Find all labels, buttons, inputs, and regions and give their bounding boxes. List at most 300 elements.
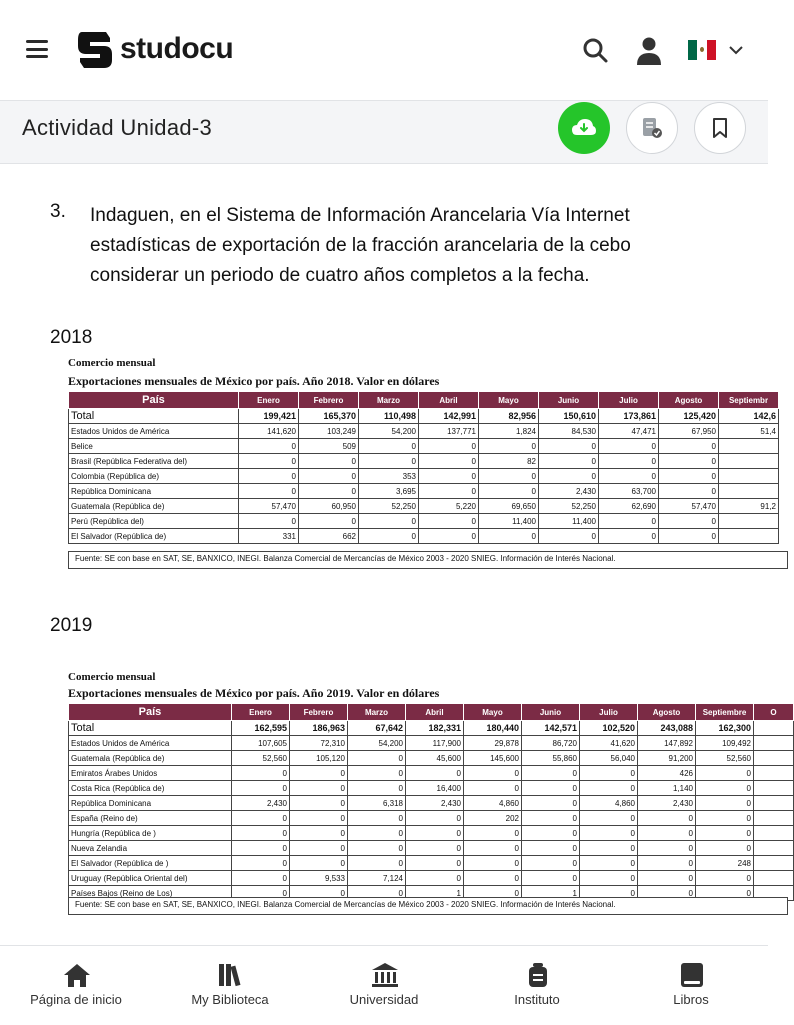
value-cell: 150,610 [539, 409, 599, 424]
value-cell: 47,471 [599, 424, 659, 439]
value-cell: 180,440 [464, 721, 522, 736]
table-row [69, 424, 779, 439]
table-row [69, 841, 794, 856]
value-cell: 0 [638, 871, 696, 886]
bottom-navigation [0, 945, 768, 1024]
value-cell: 162,300 [696, 721, 754, 736]
column-header: O [754, 704, 794, 721]
value-cell: 56,040 [580, 751, 638, 766]
value-cell: 0 [479, 529, 539, 544]
column-header: Agosto [638, 704, 696, 721]
table-row [69, 469, 779, 484]
user-icon[interactable] [636, 36, 662, 66]
value-cell: 0 [348, 766, 406, 781]
value-cell: 103,249 [299, 424, 359, 439]
value-cell: 16,400 [406, 781, 464, 796]
summary-button[interactable] [626, 102, 678, 154]
value-cell: 0 [232, 856, 290, 871]
value-cell: 86,720 [522, 736, 580, 751]
value-cell [719, 454, 779, 469]
value-cell: 0 [232, 766, 290, 781]
value-cell: 0 [638, 856, 696, 871]
value-cell: 84,530 [539, 424, 599, 439]
value-cell [754, 766, 794, 781]
column-header: Agosto [659, 392, 719, 409]
column-header: Junio [522, 704, 580, 721]
document-check-icon [640, 116, 664, 140]
value-cell: 54,200 [348, 736, 406, 751]
value-cell: 202 [464, 811, 522, 826]
university-icon [371, 962, 399, 988]
table-title: Exportaciones mensuales de México por país. Año 2018. Valor en dólares [68, 374, 440, 388]
value-cell: 0 [599, 514, 659, 529]
value-cell: 2,430 [638, 796, 696, 811]
column-header: Enero [232, 704, 290, 721]
nav-label: Libros [673, 992, 709, 1007]
value-cell: 4,860 [464, 796, 522, 811]
value-cell: 353 [359, 469, 419, 484]
value-cell: 0 [406, 826, 464, 841]
value-cell: 0 [359, 529, 419, 544]
value-cell [754, 751, 794, 766]
value-cell: 1,140 [638, 781, 696, 796]
value-cell: 0 [696, 781, 754, 796]
value-cell: 57,470 [239, 499, 299, 514]
question-line: estadísticas de exportación de la fracción arancelaria de la cebo [90, 235, 631, 256]
question-line: considerar un periodo de cuatro años completos a la fecha. [90, 265, 590, 286]
value-cell: 7,124 [348, 871, 406, 886]
value-cell: 0 [348, 856, 406, 871]
value-cell: 0 [239, 514, 299, 529]
value-cell: 5,220 [419, 499, 479, 514]
value-cell: 0 [464, 766, 522, 781]
value-cell: 105,120 [290, 751, 348, 766]
table-header-row [69, 392, 779, 409]
value-cell: 0 [580, 781, 638, 796]
value-cell: 145,600 [464, 751, 522, 766]
value-cell: 165,370 [299, 409, 359, 424]
value-cell: 0 [696, 871, 754, 886]
nav-label: Universidad [349, 992, 419, 1007]
value-cell: 182,331 [406, 721, 464, 736]
value-cell [719, 484, 779, 499]
value-cell: 0 [419, 484, 479, 499]
country-cell: Guatemala (República de) [69, 751, 232, 766]
value-cell: 0 [406, 871, 464, 886]
value-cell: 0 [290, 781, 348, 796]
value-cell: 11,400 [539, 514, 599, 529]
value-cell: 141,620 [239, 424, 299, 439]
nav-label: Página de inicio [30, 992, 122, 1007]
value-cell: 0 [659, 514, 719, 529]
value-cell: 509 [299, 439, 359, 454]
value-cell: 11,400 [479, 514, 539, 529]
value-cell: 0 [522, 856, 580, 871]
value-cell: 0 [599, 529, 659, 544]
value-cell: 52,250 [359, 499, 419, 514]
value-cell: 6,318 [348, 796, 406, 811]
table-row [69, 439, 779, 454]
value-cell: 0 [359, 454, 419, 469]
column-header: Septiembr [719, 392, 779, 409]
column-header: Mayo [464, 704, 522, 721]
value-cell: 0 [659, 439, 719, 454]
country-cell: Estados Unidos de América [69, 424, 239, 439]
value-cell: 0 [659, 484, 719, 499]
document-toolbar [0, 100, 768, 164]
value-cell: 109,492 [696, 736, 754, 751]
value-cell: 162,595 [232, 721, 290, 736]
value-cell [754, 871, 794, 886]
value-cell: 2,430 [406, 796, 464, 811]
menu-icon[interactable] [26, 40, 48, 58]
table-row [69, 721, 794, 736]
value-cell: 0 [419, 529, 479, 544]
value-cell: 0 [290, 811, 348, 826]
year-heading: 2019 [50, 615, 93, 636]
value-cell: 0 [406, 841, 464, 856]
value-cell: 0 [348, 781, 406, 796]
value-cell: 0 [638, 886, 696, 901]
value-cell: 0 [406, 811, 464, 826]
value-cell: 0 [348, 886, 406, 901]
bookmark-icon [711, 117, 729, 139]
country-cell: Brasil (República Federativa del) [69, 454, 239, 469]
value-cell: 0 [464, 826, 522, 841]
value-cell: 0 [290, 841, 348, 856]
value-cell [754, 721, 794, 736]
value-cell: 107,605 [232, 736, 290, 751]
column-header: Abril [419, 392, 479, 409]
value-cell: 0 [299, 484, 359, 499]
table-row [69, 736, 794, 751]
chevron-down-icon[interactable] [728, 42, 744, 58]
column-header: Marzo [359, 392, 419, 409]
value-cell: 0 [464, 886, 522, 901]
value-cell: 52,560 [232, 751, 290, 766]
value-cell: 142,991 [419, 409, 479, 424]
value-cell: 0 [539, 469, 599, 484]
table-row [69, 751, 794, 766]
nav-item-home[interactable] [1, 946, 151, 1025]
value-cell: 0 [464, 856, 522, 871]
value-cell: 45,600 [406, 751, 464, 766]
value-cell: 0 [232, 811, 290, 826]
value-cell: 0 [638, 841, 696, 856]
country-cell: Colombia (República de) [69, 469, 239, 484]
table-subtitle: Comercio mensual [68, 671, 156, 683]
value-cell: 82,956 [479, 409, 539, 424]
bookmark-button[interactable] [694, 102, 746, 154]
country-cell: España (Reino de) [69, 811, 232, 826]
country-cell: Total [69, 409, 239, 424]
value-cell: 0 [232, 826, 290, 841]
table-row [69, 529, 779, 544]
table-row [69, 454, 779, 469]
value-cell: 0 [522, 811, 580, 826]
book-icon [678, 962, 706, 988]
value-cell: 0 [696, 886, 754, 901]
value-cell: 0 [299, 454, 359, 469]
table-row [69, 856, 794, 871]
search-icon[interactable] [582, 37, 608, 63]
table-row [69, 796, 794, 811]
question-number: 3. [50, 201, 66, 222]
mexico-flag-icon[interactable] [688, 40, 716, 60]
value-cell: 0 [479, 439, 539, 454]
value-cell: 91,2 [719, 499, 779, 514]
document-title: Actividad Unidad-3 [22, 115, 213, 140]
value-cell: 2,430 [232, 796, 290, 811]
value-cell: 0 [464, 841, 522, 856]
value-cell: 0 [348, 751, 406, 766]
table-subtitle: Comercio mensual [68, 357, 156, 369]
value-cell: 60,950 [299, 499, 359, 514]
value-cell: 662 [299, 529, 359, 544]
column-header: Febrero [299, 392, 359, 409]
value-cell [754, 841, 794, 856]
value-cell: 0 [580, 811, 638, 826]
table-row [69, 409, 779, 424]
value-cell: 4,860 [580, 796, 638, 811]
country-cell: Hungría (República de ) [69, 826, 232, 841]
value-cell: 3,695 [359, 484, 419, 499]
value-cell: 0 [419, 469, 479, 484]
value-cell: 0 [464, 781, 522, 796]
value-cell: 0 [232, 841, 290, 856]
export-table [68, 391, 779, 544]
value-cell: 55,860 [522, 751, 580, 766]
value-cell: 0 [522, 871, 580, 886]
value-cell: 0 [479, 469, 539, 484]
value-cell: 0 [580, 856, 638, 871]
value-cell: 142,571 [522, 721, 580, 736]
value-cell: 0 [539, 454, 599, 469]
value-cell: 0 [659, 529, 719, 544]
value-cell [719, 439, 779, 454]
value-cell: 0 [232, 886, 290, 901]
value-cell: 0 [348, 811, 406, 826]
studocu-logo-icon [74, 28, 116, 70]
value-cell: 1 [522, 886, 580, 901]
home-icon [63, 962, 91, 988]
value-cell: 52,250 [539, 499, 599, 514]
value-cell: 0 [464, 871, 522, 886]
value-cell: 0 [696, 826, 754, 841]
year-heading: 2018 [50, 327, 93, 348]
value-cell: 0 [348, 826, 406, 841]
value-cell: 0 [580, 826, 638, 841]
value-cell: 29,878 [464, 736, 522, 751]
value-cell: 0 [599, 454, 659, 469]
table-source: Fuente: SE con base en SAT, SE, BANXICO, INEGI. Balanza Comercial de Mercancías de México 2003 - 2020 SNIEG. Información de Interés Nacional. [68, 551, 788, 569]
value-cell: 0 [290, 826, 348, 841]
value-cell [754, 781, 794, 796]
value-cell: 0 [239, 454, 299, 469]
value-cell: 102,520 [580, 721, 638, 736]
value-cell: 0 [638, 826, 696, 841]
value-cell: 0 [696, 811, 754, 826]
value-cell: 63,700 [599, 484, 659, 499]
value-cell [719, 514, 779, 529]
value-cell [719, 529, 779, 544]
value-cell [754, 856, 794, 871]
value-cell [754, 811, 794, 826]
value-cell: 0 [290, 886, 348, 901]
table-2019 [48, 669, 788, 919]
column-header: Julio [580, 704, 638, 721]
value-cell: 0 [539, 439, 599, 454]
column-header: Enero [239, 392, 299, 409]
value-cell: 0 [419, 514, 479, 529]
nav-item-institute[interactable] [462, 946, 612, 1025]
value-cell: 0 [359, 514, 419, 529]
value-cell: 0 [232, 781, 290, 796]
nav-item-books[interactable] [616, 946, 766, 1025]
nav-label: Instituto [514, 992, 560, 1007]
value-cell: 67,950 [659, 424, 719, 439]
value-cell: 147,892 [638, 736, 696, 751]
value-cell: 0 [638, 811, 696, 826]
value-cell: 41,620 [580, 736, 638, 751]
value-cell: 62,690 [599, 499, 659, 514]
table-source: Fuente: SE con base en SAT, SE, BANXICO, INEGI. Balanza Comercial de Mercancías de México 2003 - 2020 SNIEG. Información de Interés Nacional. [68, 897, 788, 915]
value-cell: 91,200 [638, 751, 696, 766]
value-cell: 0 [290, 766, 348, 781]
table-title: Exportaciones mensuales de México por país. Año 2019. Valor en dólares [68, 686, 440, 700]
export-table [68, 703, 794, 901]
studocu-logo[interactable] [74, 28, 233, 70]
value-cell: 110,498 [359, 409, 419, 424]
value-cell [754, 736, 794, 751]
value-cell: 0 [580, 841, 638, 856]
value-cell: 125,420 [659, 409, 719, 424]
value-cell: 57,470 [659, 499, 719, 514]
column-header: Abril [406, 704, 464, 721]
logo-text: studocu [120, 32, 234, 65]
value-cell: 0 [522, 781, 580, 796]
value-cell: 0 [522, 826, 580, 841]
question-line: Indaguen, en el Sistema de Información Arancelaria Vía Internet [90, 205, 630, 226]
value-cell: 248 [696, 856, 754, 871]
top-navigation-bar [0, 0, 768, 100]
column-header: Febrero [290, 704, 348, 721]
value-cell: 54,200 [359, 424, 419, 439]
country-cell: Uruguay (República Oriental del) [69, 871, 232, 886]
table-row [69, 781, 794, 796]
value-cell: 0 [522, 796, 580, 811]
country-cell: Belice [69, 439, 239, 454]
value-cell: 72,310 [290, 736, 348, 751]
value-cell: 199,421 [239, 409, 299, 424]
column-header: Septiembre [696, 704, 754, 721]
value-cell: 9,533 [290, 871, 348, 886]
country-cell: Estados Unidos de América [69, 736, 232, 751]
country-cell: Guatemala (República de) [69, 499, 239, 514]
value-cell: 0 [659, 469, 719, 484]
value-cell: 69,650 [479, 499, 539, 514]
value-cell: 243,088 [638, 721, 696, 736]
download-button[interactable] [558, 102, 610, 154]
question-text [90, 201, 790, 291]
country-cell: El Salvador (República de) [69, 529, 239, 544]
value-cell: 2,430 [539, 484, 599, 499]
value-cell: 0 [239, 469, 299, 484]
value-cell: 117,900 [406, 736, 464, 751]
value-cell: 0 [522, 766, 580, 781]
value-cell: 0 [419, 454, 479, 469]
column-header: País [69, 704, 232, 721]
value-cell: 0 [696, 766, 754, 781]
value-cell: 331 [239, 529, 299, 544]
column-header: Junio [539, 392, 599, 409]
value-cell: 0 [599, 439, 659, 454]
value-cell: 0 [299, 514, 359, 529]
country-cell: Perú (República del) [69, 514, 239, 529]
value-cell: 137,771 [419, 424, 479, 439]
column-header: País [69, 392, 239, 409]
value-cell: 67,642 [348, 721, 406, 736]
table-row [69, 484, 779, 499]
country-cell: República Dominicana [69, 796, 232, 811]
table-2018 [48, 355, 788, 575]
table-row [69, 871, 794, 886]
value-cell: 0 [522, 841, 580, 856]
country-cell: República Dominicana [69, 484, 239, 499]
value-cell: 186,963 [290, 721, 348, 736]
table-row [69, 811, 794, 826]
value-cell: 0 [479, 484, 539, 499]
nav-label: My Biblioteca [191, 992, 269, 1007]
country-cell: El Salvador (República de ) [69, 856, 232, 871]
country-cell: Emiratos Árabes Unidos [69, 766, 232, 781]
value-cell [719, 469, 779, 484]
nav-item-university[interactable] [309, 946, 459, 1025]
value-cell: 0 [290, 856, 348, 871]
value-cell: 0 [406, 856, 464, 871]
value-cell: 0 [539, 529, 599, 544]
value-cell: 142,6 [719, 409, 779, 424]
country-cell: Nueva Zelandia [69, 841, 232, 856]
value-cell: 1 [406, 886, 464, 901]
value-cell: 0 [599, 469, 659, 484]
table-row [69, 499, 779, 514]
school-icon [524, 962, 552, 988]
table-row [69, 826, 794, 841]
column-header: Mayo [479, 392, 539, 409]
value-cell: 0 [239, 439, 299, 454]
country-cell: Total [69, 721, 232, 736]
value-cell: 0 [419, 439, 479, 454]
value-cell: 0 [406, 766, 464, 781]
value-cell: 0 [659, 454, 719, 469]
table-row [69, 514, 779, 529]
country-cell: Países Bajos (Reino de Los) [69, 886, 232, 901]
value-cell: 0 [359, 439, 419, 454]
value-cell: 82 [479, 454, 539, 469]
table-row [69, 766, 794, 781]
value-cell: 0 [290, 796, 348, 811]
value-cell: 52,560 [696, 751, 754, 766]
nav-item-library[interactable] [155, 946, 305, 1025]
value-cell: 0 [232, 871, 290, 886]
value-cell [754, 826, 794, 841]
value-cell: 0 [696, 796, 754, 811]
cloud-download-icon [571, 117, 597, 139]
value-cell: 0 [580, 871, 638, 886]
value-cell: 0 [696, 841, 754, 856]
document-page [0, 165, 777, 945]
